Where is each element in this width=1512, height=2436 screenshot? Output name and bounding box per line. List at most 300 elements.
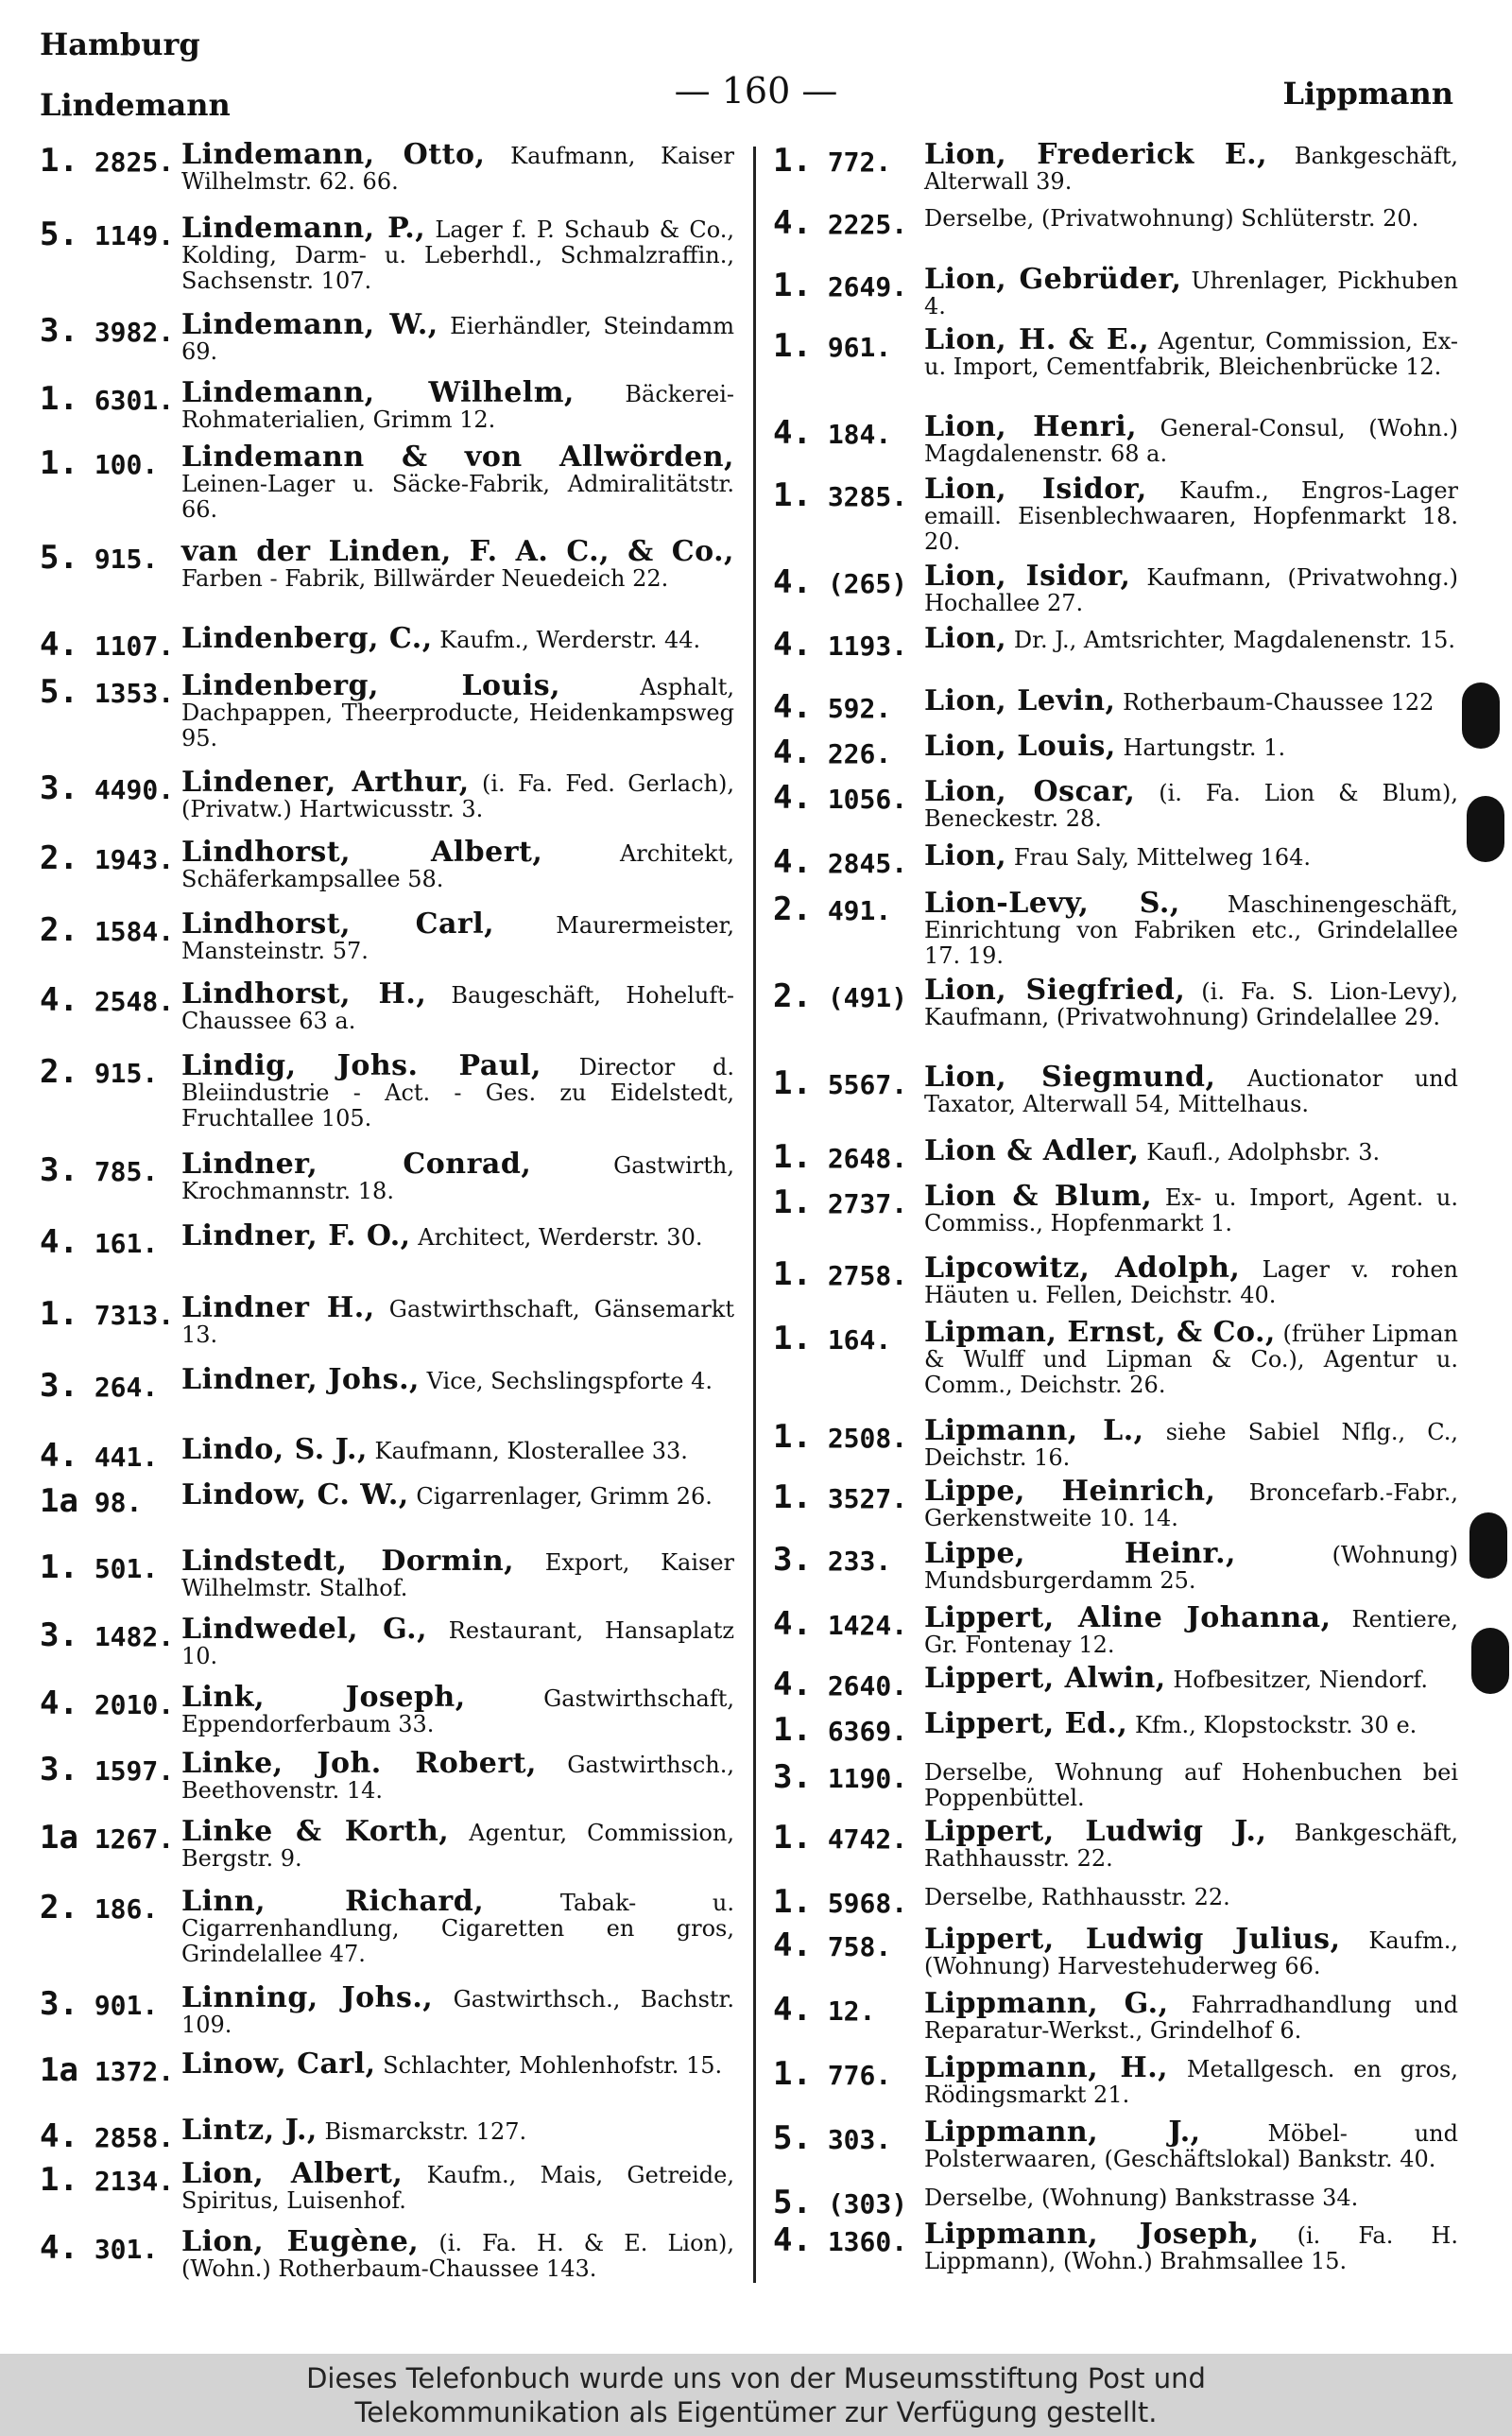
entry-phone-number <box>40 981 174 1019</box>
entry-name: Lindow, C. W., <box>181 1478 409 1512</box>
entry-details: (i. Fa. Lion & Blum), Beneckestr. 28. <box>924 780 1458 832</box>
entry-details: Ex- u. Import, Agent. u. Commiss., Hopfenmarkt 1. <box>924 1184 1458 1236</box>
entry-name: Linn, Richard, <box>181 1885 485 1918</box>
entry-name: Linow, Carl, <box>181 2047 376 2081</box>
entry-text <box>924 1758 1458 1811</box>
entry-text <box>181 766 735 822</box>
entry-phone-number <box>773 1991 875 2029</box>
entry-text <box>181 907 734 964</box>
entry-phone-number <box>40 1437 158 1475</box>
entry-phone-number <box>773 1883 907 1921</box>
entry-details: (i. Fa. H. & E. Lion), (Wohn.) Rotherbaum-Chaussee 143. <box>181 2230 734 2282</box>
entry-text <box>924 2184 1458 2211</box>
entry-phone-number <box>773 734 891 771</box>
entry-text <box>924 1987 1459 2044</box>
entry-name: Lindenberg, Louis, <box>181 669 561 702</box>
entry-text <box>924 684 1458 717</box>
entry-phone-number <box>40 1889 158 1926</box>
entry-zone: 1. <box>40 444 78 482</box>
page-number: — 160 — <box>674 70 838 112</box>
entry-zone: 4. <box>773 688 812 726</box>
header-city: Hamburg <box>40 26 200 62</box>
entry-name: Lindemann, Otto, <box>181 138 486 171</box>
entry-phone-number <box>40 444 158 482</box>
entry-phone-number <box>40 1053 158 1091</box>
entry-text <box>924 560 1458 616</box>
entry-text <box>924 1134 1458 1167</box>
entry-zone: 3. <box>773 1541 812 1579</box>
entry-text <box>181 1219 734 1253</box>
entry-text <box>924 473 1459 555</box>
entry-text <box>924 1662 1458 1695</box>
entry-zone: 5. <box>40 673 78 711</box>
entry-details: Maurermeister, Mansteinstr. 57. <box>181 912 734 964</box>
entry-text <box>924 410 1459 467</box>
entry-zone: 4. <box>773 1605 812 1643</box>
entry-number: 2225. <box>827 209 908 240</box>
entry-number: 2134. <box>94 2166 175 2197</box>
entry-details: (i. Fa. Fed. Gerlach), (Privatw.) Hartwicusstr. 3. <box>181 770 735 822</box>
entry-phone-number <box>773 1255 907 1293</box>
entry-details: Bankgeschäft, Alterwall 39. <box>924 143 1458 195</box>
entry-number: 592. <box>827 693 892 724</box>
entry-zone: 1. <box>773 327 812 365</box>
entry-number: 2737. <box>827 1188 908 1219</box>
entry-name: Lipmann, L., <box>924 1414 1144 1447</box>
entry-phone-number <box>40 1985 158 2023</box>
entry-zone: 1. <box>773 1418 812 1456</box>
entry-number: 100. <box>94 449 159 480</box>
entry-zone: 4. <box>40 1684 78 1722</box>
entry-zone: 1. <box>773 1819 812 1857</box>
entry-name: Lion, Henri, <box>924 410 1138 443</box>
entry-text <box>181 1291 734 1348</box>
entry-text <box>924 1601 1458 1658</box>
entry-details: Gastwirthschaft, Eppendorferbaum 33. <box>181 1685 734 1737</box>
entry-phone-number <box>773 327 891 365</box>
entry-details: Auctionator und Taxator, Alterwall 54, Mittelhaus. <box>924 1065 1458 1117</box>
entry-phone-number <box>40 1548 158 1586</box>
entry-name: Lippert, Aline Johanna, <box>924 1601 1332 1634</box>
entry-name: Linning, Johs., <box>181 1981 434 2014</box>
entry-name: Lindener, Arthur, <box>181 766 470 799</box>
entry-zone: 1. <box>773 1711 812 1749</box>
entry-text <box>924 1475 1458 1531</box>
entry-phone-number <box>773 142 891 180</box>
entry-number: 1597. <box>94 1755 175 1787</box>
entry-number: 1190. <box>827 1763 908 1794</box>
entry-zone: 4. <box>773 779 812 817</box>
entry-text <box>181 441 734 523</box>
entry-number: 164. <box>827 1324 892 1356</box>
entry-number: 3285. <box>827 481 908 512</box>
entry-phone-number <box>40 2117 174 2155</box>
entry-text <box>924 730 1458 763</box>
entry-text <box>924 839 1458 872</box>
binding-hole <box>1469 1512 1507 1579</box>
entry-zone: 4. <box>773 734 812 771</box>
entry-details: Kaufm., Mais, Getreide, Spiritus, Luisenhof. <box>181 2162 734 2214</box>
entry-phone-number <box>40 380 174 418</box>
entry-name: Lindemann, Wilhelm, <box>181 376 575 409</box>
entry-name: Link, Joseph, <box>181 1681 466 1714</box>
entry-zone: 1. <box>773 1883 812 1921</box>
entry-name: Lippmann, J., <box>924 2116 1201 2149</box>
entry-zone: 3. <box>40 1616 78 1654</box>
entry-zone: 5. <box>773 2184 812 2221</box>
entry-details: Cigarrenlager, Grimm 26. <box>408 1483 713 1510</box>
entry-zone: 3. <box>40 1985 78 2023</box>
entry-number: 303. <box>827 2124 892 2155</box>
entry-details: Gastwirthsch., Beethovenstr. 14. <box>181 1752 734 1804</box>
entry-text <box>181 1815 734 1872</box>
entry-number: 1149. <box>94 220 175 251</box>
entry-text <box>181 1885 735 1967</box>
entry-phone-number <box>40 539 158 577</box>
entry-text <box>181 622 734 655</box>
entry-name: Lintz, J., <box>181 2114 318 2147</box>
entry-number: 1424. <box>827 1610 908 1641</box>
entry-name: Lippmann, Joseph, <box>924 2218 1260 2251</box>
entry-name: Linke & Korth, <box>181 1815 450 1848</box>
entry-number: (303) <box>827 2188 908 2220</box>
column-divider <box>753 147 756 2283</box>
entry-zone: 1a <box>40 1819 78 1857</box>
entry-details: Architect, Werderstr. 30. <box>410 1224 703 1251</box>
entry-number: (491) <box>827 982 908 1013</box>
entry-zone: 2. <box>773 977 812 1015</box>
entry-details: Export, Kaiser Wilhelmstr. Stalhof. <box>181 1549 735 1601</box>
entry-text <box>181 1478 734 1512</box>
binding-hole <box>1462 682 1500 749</box>
entry-number: 6301. <box>94 385 175 416</box>
entry-text <box>924 974 1458 1030</box>
entry-zone: 2. <box>40 839 78 877</box>
entry-details: Leinen-Lager u. Säcke-Fabrik, Admiralitätstr. 66. <box>181 471 734 523</box>
entry-phone-number <box>40 142 174 180</box>
entry-zone: 3. <box>40 1151 78 1189</box>
entry-phone-number <box>773 1320 891 1357</box>
entry-text <box>924 1815 1458 1872</box>
entry-phone-number <box>773 1666 907 1703</box>
entry-number: 6369. <box>827 1716 908 1747</box>
entry-name: Lippe, Heinr., <box>924 1537 1236 1570</box>
entry-number: 161. <box>94 1228 159 1259</box>
entry-phone-number <box>40 626 174 664</box>
entry-text <box>181 1433 734 1466</box>
entry-number: 2825. <box>94 147 175 178</box>
entry-zone: 4. <box>773 563 812 601</box>
entry-phone-number <box>40 1819 174 1857</box>
entry-number: 4490. <box>94 774 175 805</box>
entry-phone-number <box>773 1711 907 1749</box>
entry-details: Bismarckstr. 127. <box>317 2118 527 2145</box>
entry-zone: 1. <box>773 476 812 514</box>
entry-number: 501. <box>94 1553 159 1584</box>
entry-details: Kaufm., Engros-Lager emaill. Eisenblechwaaren, Hopfenmarkt 18. 20. <box>924 477 1459 555</box>
entry-zone: 2. <box>40 1053 78 1091</box>
entry-text <box>181 2225 734 2282</box>
entry-phone-number <box>773 2221 907 2259</box>
entry-number: 1353. <box>94 678 175 709</box>
entry-text <box>924 204 1458 232</box>
entry-name: Lindig, Johs. Paul, <box>181 1049 541 1082</box>
entry-text <box>924 622 1458 655</box>
entry-text <box>181 1981 735 2038</box>
entry-number: 2858. <box>94 2122 175 2153</box>
entry-phone-number <box>40 1482 142 1520</box>
entry-number: 2648. <box>827 1143 908 1174</box>
entry-details: Möbel- und Polsterwaaren, (Geschäftslokal) Bankstr. 40. <box>924 2120 1458 2172</box>
entry-number: 1056. <box>827 784 908 815</box>
entry-text <box>181 1049 734 1132</box>
entry-number: 2548. <box>94 986 175 1017</box>
entry-name: Lion, <box>924 839 1007 872</box>
entry-zone: 3. <box>40 769 78 807</box>
entry-text <box>924 1707 1458 1740</box>
entry-name: Lion, Louis, <box>924 730 1116 763</box>
entry-details: Baugeschäft, Hoheluft-Chaussee 63 a. <box>181 982 734 1034</box>
entry-name: Lipcowitz, Adolph, <box>924 1252 1241 1285</box>
entry-name: Lippmann, H., <box>924 2051 1169 2084</box>
entry-zone: 5. <box>40 539 78 577</box>
entry-zone: 4. <box>773 204 812 242</box>
entry-text <box>924 887 1459 969</box>
entry-phone-number <box>40 2161 174 2199</box>
entry-number: 915. <box>94 1058 159 1089</box>
entry-number: 491. <box>827 895 892 926</box>
entry-details: Derselbe, (Wohnung) Bankstrasse 34. <box>924 2185 1359 2211</box>
entry-details: General-Consul, (Wohn.) Magdalenenstr. 68 a. <box>924 415 1459 467</box>
entry-text <box>181 376 734 433</box>
entry-name: Lindemann & von Allwörden, <box>181 441 734 474</box>
entry-zone: 1a <box>40 1482 78 1520</box>
entry-details: Broncefarb.-Fabr., Gerkenstweite 10. 14. <box>924 1479 1458 1531</box>
entry-text <box>924 1923 1458 1979</box>
entry-number: 233. <box>827 1546 892 1577</box>
entry-phone-number <box>773 890 891 928</box>
entry-details: (Wohnung) Mundsburgerdamm 25. <box>924 1542 1458 1594</box>
entry-phone-number <box>773 1758 907 1796</box>
entry-number: 226. <box>827 738 892 769</box>
entry-zone: 1. <box>773 1255 812 1293</box>
entry-name: Lion, Albert, <box>181 2157 404 2190</box>
entry-details: Hofbesitzer, Niendorf. <box>1165 1667 1429 1693</box>
entry-phone-number <box>40 1295 174 1333</box>
entry-zone: 3. <box>40 312 78 350</box>
entry-phone-number <box>773 843 907 881</box>
entry-text <box>924 775 1458 832</box>
entry-zone: 4. <box>40 2229 78 2267</box>
entry-phone-number <box>773 563 907 601</box>
entry-details: Agentur, Commission, Ex- u. Import, Cementfabrik, Bleichenbrücke 12. <box>924 328 1458 380</box>
entry-phone-number <box>40 1367 158 1405</box>
entry-details: Eierhändler, Steindamm 69. <box>181 313 735 365</box>
entry-name: Lippert, Ludwig Julius, <box>924 1923 1341 1956</box>
entry-phone-number <box>773 1138 907 1176</box>
entry-zone: 2. <box>40 1889 78 1926</box>
entry-number: 5968. <box>827 1888 908 1919</box>
entry-name: Lion, <box>924 622 1007 655</box>
entry-zone: 1. <box>773 267 812 304</box>
entry-phone-number <box>40 911 174 949</box>
entry-phone-number <box>773 779 907 817</box>
entry-zone: 4. <box>40 626 78 664</box>
entry-zone: 5. <box>40 216 78 253</box>
entry-zone: 4. <box>773 1926 812 1964</box>
entry-text <box>181 2157 734 2214</box>
entry-text <box>181 1747 734 1804</box>
entry-number: 785. <box>94 1156 159 1187</box>
entry-name: Lindemann, P., <box>181 212 426 245</box>
entry-number: 1267. <box>94 1823 175 1855</box>
entry-zone: 1. <box>40 1548 78 1586</box>
entry-number: 1943. <box>94 844 175 875</box>
entry-text <box>924 1316 1458 1398</box>
entry-number: 758. <box>827 1931 892 1962</box>
entry-zone: 4. <box>773 414 812 452</box>
entry-zone: 4. <box>40 1437 78 1475</box>
entry-number: 186. <box>94 1893 159 1925</box>
entry-text <box>181 669 735 752</box>
entry-zone: 2. <box>773 890 812 928</box>
footer-line-2: Telekommunikation als Eigentümer zur Verfügung gestellt. <box>354 2396 1158 2428</box>
entry-phone-number <box>773 688 891 726</box>
entry-text <box>924 2218 1458 2274</box>
entry-number: 98. <box>94 1487 143 1518</box>
entry-text <box>181 1681 734 1737</box>
entry-name: Lindstedt, Dormin, <box>181 1545 515 1578</box>
entry-phone-number <box>773 267 907 304</box>
entry-zone: 1. <box>773 2055 812 2093</box>
footer-line-1: Dieses Telefonbuch wurde uns von der Museumsstiftung Post und <box>306 2362 1206 2394</box>
entry-details: Agentur, Commission, Bergstr. 9. <box>181 1820 734 1872</box>
entry-zone: 4. <box>773 2221 812 2259</box>
entry-name: Lindo, S. J., <box>181 1433 368 1466</box>
entry-number: 441. <box>94 1442 159 1473</box>
entry-details: siehe Sabiel Nflg., C., Deichstr. 16. <box>924 1419 1458 1471</box>
entry-name: Lion, Levin, <box>924 684 1116 717</box>
entry-details: Metallgesch. en gros, Rödingsmarkt 21. <box>924 2056 1458 2108</box>
entry-name: Lindenberg, C., <box>181 622 433 655</box>
entry-text <box>181 308 735 365</box>
entry-zone: 4. <box>773 626 812 664</box>
entry-name: Lindhorst, H., <box>181 977 427 1011</box>
entry-details: Rentiere, Gr. Fontenay 12. <box>924 1606 1458 1658</box>
entry-name: Lion, Isidor, <box>924 473 1147 506</box>
entry-name: Lion, Frederick E., <box>924 138 1268 171</box>
entry-number: 2010. <box>94 1689 175 1720</box>
entry-number: 2758. <box>827 1260 908 1291</box>
entry-text <box>924 263 1458 320</box>
entry-number: 772. <box>827 147 892 178</box>
entry-number: 264. <box>94 1372 159 1403</box>
entry-text <box>924 323 1458 380</box>
entry-name: Lion & Blum, <box>924 1180 1153 1213</box>
entry-phone-number <box>773 414 891 452</box>
entry-details: (früher Lipman & Wulff und Lipman & Co.), Agentur u. Comm., Deichstr. 26. <box>924 1321 1458 1398</box>
entry-details: Vice, Sechslingspforte 4. <box>419 1368 713 1394</box>
entry-phone-number <box>40 1223 158 1261</box>
entry-name: Lion, Eugène, <box>181 2225 420 2258</box>
entry-name: Lion, Oscar, <box>924 775 1136 808</box>
entry-number: 1584. <box>94 916 175 947</box>
entry-details: Schlachter, Mohlenhofstr. 15. <box>375 2052 723 2079</box>
entry-details: Lager v. rohen Häuten u. Fellen, Deichstr. 40. <box>924 1256 1458 1308</box>
entry-details: Hartungstr. 1. <box>1115 734 1286 761</box>
entry-name: Lindhorst, Carl, <box>181 907 495 941</box>
entry-text <box>181 138 734 195</box>
entry-details: Derselbe, Wohnung auf Hohenbuchen bei Poppenbüttel. <box>924 1759 1458 1811</box>
header-left-name: Lindemann <box>40 87 231 123</box>
entry-zone: 2. <box>40 911 78 949</box>
entry-details: Kaufm., Werderstr. 44. <box>432 627 701 653</box>
entry-zone: 3. <box>40 1367 78 1405</box>
entry-name: Lion & Adler, <box>924 1134 1140 1167</box>
entry-number: 1193. <box>827 631 908 662</box>
entry-zone: 1. <box>773 142 812 180</box>
entry-name: Lindner, F. O., <box>181 1219 411 1253</box>
entry-details: Kaufm., (Wohnung) Harvestehuderweg 66. <box>924 1927 1458 1979</box>
entry-details: Bäckerei-Rohmaterialien, Grimm 12. <box>181 381 734 433</box>
entry-number: 7313. <box>94 1300 175 1331</box>
entry-zone: 4. <box>40 981 78 1019</box>
entry-details: Kaufmann, Klosterallee 33. <box>367 1438 688 1464</box>
entry-phone-number <box>40 1151 158 1189</box>
entry-text <box>924 2051 1458 2108</box>
entry-name: Lion, Isidor, <box>924 560 1131 593</box>
entry-details: Kaufl., Adolphsbr. 3. <box>1139 1139 1381 1166</box>
entry-number: 776. <box>827 2060 892 2091</box>
entry-name: Lion, Gebrüder, <box>924 263 1182 296</box>
entry-details: Farben - Fabrik, Billwärder Neuedeich 22. <box>181 565 669 592</box>
entry-details: Derselbe, (Privatwohnung) Schlüterstr. 20. <box>924 205 1419 232</box>
binding-hole <box>1467 796 1504 862</box>
entry-phone-number <box>773 1183 907 1221</box>
entry-name: Lion-Levy, S., <box>924 887 1180 920</box>
entry-details: Maschinengeschäft, Einrichtung von Fabriken etc., Grindelallee 17. 19. <box>924 891 1459 969</box>
entry-number: 2649. <box>827 271 908 302</box>
entry-number: 301. <box>94 2234 159 2265</box>
entry-phone-number <box>773 1926 891 1964</box>
entry-number: 2640. <box>827 1670 908 1702</box>
entry-text <box>181 1545 735 1601</box>
entry-zone: 4. <box>40 1223 78 1261</box>
entry-details: Frau Saly, Mittelweg 164. <box>1006 844 1312 871</box>
entry-number: 184. <box>827 419 892 450</box>
entry-details: Tabak- u. Cigarrenhandlung, Cigaretten en gros, Grindelallee 47. <box>181 1890 735 1967</box>
entry-name: Lindner, Conrad, <box>181 1148 532 1181</box>
entry-details: Bankgeschäft, Rathhausstr. 22. <box>924 1820 1458 1872</box>
entry-zone: 5. <box>773 2119 812 2157</box>
entry-text <box>924 138 1458 195</box>
entry-details: Uhrenlager, Pickhuben 4. <box>924 268 1458 320</box>
entry-name: Lindwedel, G., <box>181 1613 428 1646</box>
entry-text <box>924 1180 1458 1236</box>
entry-name: Lippert, Alwin, <box>924 1662 1166 1695</box>
entry-details: Dr. J., Amtsrichter, Magdalenenstr. 15. <box>1006 627 1456 653</box>
entry-text <box>181 535 734 592</box>
entry-zone: 3. <box>773 1758 812 1796</box>
entry-text <box>181 977 734 1034</box>
entry-number: 2845. <box>827 848 908 879</box>
entry-text <box>181 1363 734 1396</box>
entry-phone-number <box>40 2051 174 2089</box>
entry-number: 3982. <box>94 317 175 348</box>
entry-details: Derselbe, Rathhausstr. 22. <box>924 1884 1230 1910</box>
entry-number: 1360. <box>827 2226 908 2257</box>
entry-details: Architekt, Schäferkampsallee 58. <box>181 840 734 892</box>
